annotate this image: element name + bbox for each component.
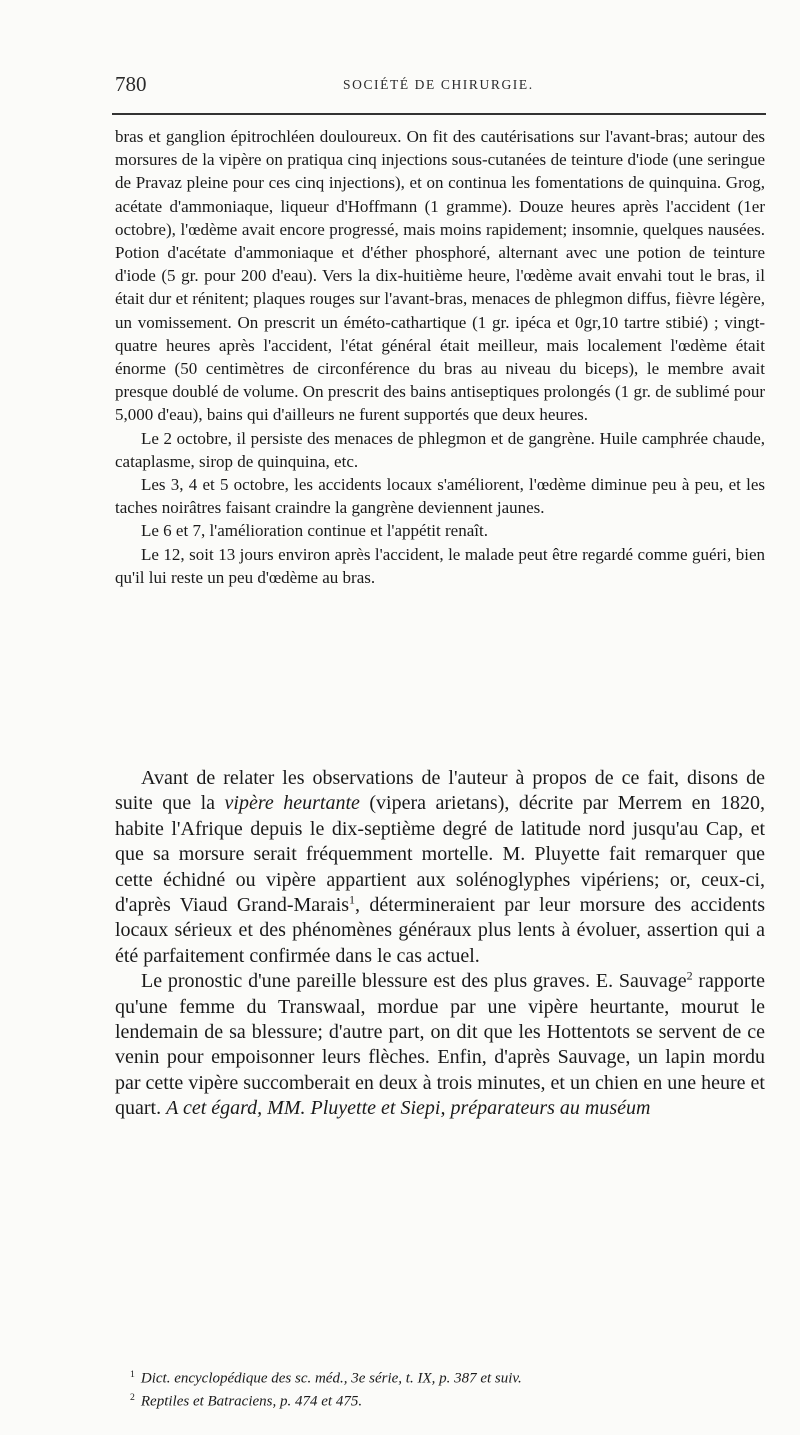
text-run: (vipera arietans), décrite par Merrem en 1820, habite l'Afrique depuis le dix-septième degré de latitude nord jusqu'au Cap, et que sa morsure serait fréquemment mortelle. M. Pluyette fait remarquer que cette échidné ou vipère appartient aux solénoglyphes vipériens; or, ceux-ci, d'après Viaud Grand-Marais bbox=[115, 792, 765, 917]
footnotes bbox=[115, 1365, 765, 1412]
footnote-ref: 1 bbox=[349, 892, 356, 907]
paragraph bbox=[115, 969, 765, 1121]
footnote bbox=[115, 1388, 765, 1411]
header-rule bbox=[112, 113, 766, 115]
footnote bbox=[115, 1365, 765, 1388]
footnote-text: Dict. encyclopédique des sc. méd., 3e série, t. IX, p. 387 et suiv. bbox=[140, 1370, 522, 1387]
footnote-ref: 2 bbox=[686, 968, 693, 983]
italic-run: A cet égard, MM. Pluyette et Siepi, préparateurs au muséum bbox=[166, 1097, 651, 1120]
footnote-text: Reptiles et Batraciens, p. 474 et 475. bbox=[140, 1393, 363, 1410]
paragraph: bras et ganglion épitrochléen douloureux. On fit des cautérisations sur l'avant-bras; autour des morsures de la vipère on pratiqua cinq injections sous-cutanées de teinture d'iode (une seringue de Pravaz pleine pour ces cinq injections), et on continua les fomentations de quinquina. Grog, acétate d'ammoniaque, liqueur d'Hoffmann (1 gramme). Douze heures après l'accident (1er octobre), l'œdème avait encore progressé, mais moins rapidement; insomnie, quelques nausées. Potion d'acétate d'ammoniaque et d'éther phosphoré, alternant avec une potion de teinture d'iode (5 gr. pour 200 d'eau). Vers la dix-huitième heure, l'œdème avait envahi tout le bras, il était dur et rénitent; plaques rouges sur l'avant-bras, menaces de phlegmon diffus, fièvre légère, un vomissement. On prescrit un éméto-cathartique (1 gr. ipéca et 0gr,10 tartre stibié) ; vingt-quatre heures après l'accident, l'état général était meilleur, mais localement l'œdème était énorme (50 centimètres de circonférence du bras au niveau du biceps), le membre avait presque doublé de volume. On prescrit des bains antiseptiques prolongés (1 gr. de sublimé pour 5,000 d'eau), bains qui d'ailleurs ne furent supportés que deux heures. bbox=[115, 127, 765, 425]
paragraph: Le 12, soit 13 jours environ après l'accident, le malade peut être regardé comme guéri, bien qu'il lui reste un peu d'œdème au bras. bbox=[115, 544, 765, 587]
footnote-mark: 2 bbox=[130, 1392, 135, 1404]
footnote-mark: 1 bbox=[130, 1369, 135, 1380]
paragraph: Le 6 et 7, l'amélioration continue et l'appétit renaît. bbox=[141, 521, 488, 541]
text-run: Le pronostic d'une pareille blessure est des plus graves. E. Sauvage bbox=[141, 970, 687, 993]
paragraph bbox=[115, 766, 765, 969]
species-name: vipère heurtante bbox=[224, 792, 360, 815]
case-report-text bbox=[115, 125, 765, 589]
paragraph: Le 2 octobre, il persiste des menaces de phlegmon et de gangrène. Huile camphrée chaude, cataplasme, sirop de quinquina, etc. bbox=[115, 428, 765, 471]
text-run: Avant de relater les observations de l'auteur à propos de ce fait, disons de suite que la bbox=[115, 767, 765, 815]
page-header bbox=[115, 72, 765, 102]
text-run: , détermineraient par leur morsure des accidents locaux sérieux et des phénomènes généraux plus lents à évoluer, assertion qui a été parfaitement confirmée dans le cas actuel. bbox=[115, 894, 765, 967]
commentary-text bbox=[115, 766, 765, 1122]
paragraph: Les 3, 4 et 5 octobre, les accidents locaux s'améliorent, l'œdème diminue peu à peu, et les taches noirâtres faisant craindre la gangrène deviennent jaunes. bbox=[115, 475, 765, 518]
running-title: SOCIÉTÉ DE CHIRURGIE. bbox=[343, 77, 534, 92]
page-number: 780 bbox=[115, 72, 147, 96]
text-run: rapporte qu'une femme du Transwaal, mordue par une vipère heurtante, mourut le lendemain de sa blessure; d'autre part, on dit que les Hottentots se servent de ce venin pour empoisonner leurs flèches. Enfin, d'après Sauvage, un lapin mordu par cette vipère succomberait en deux à trois minutes, et un chien en une heure et quart. bbox=[115, 970, 765, 1120]
